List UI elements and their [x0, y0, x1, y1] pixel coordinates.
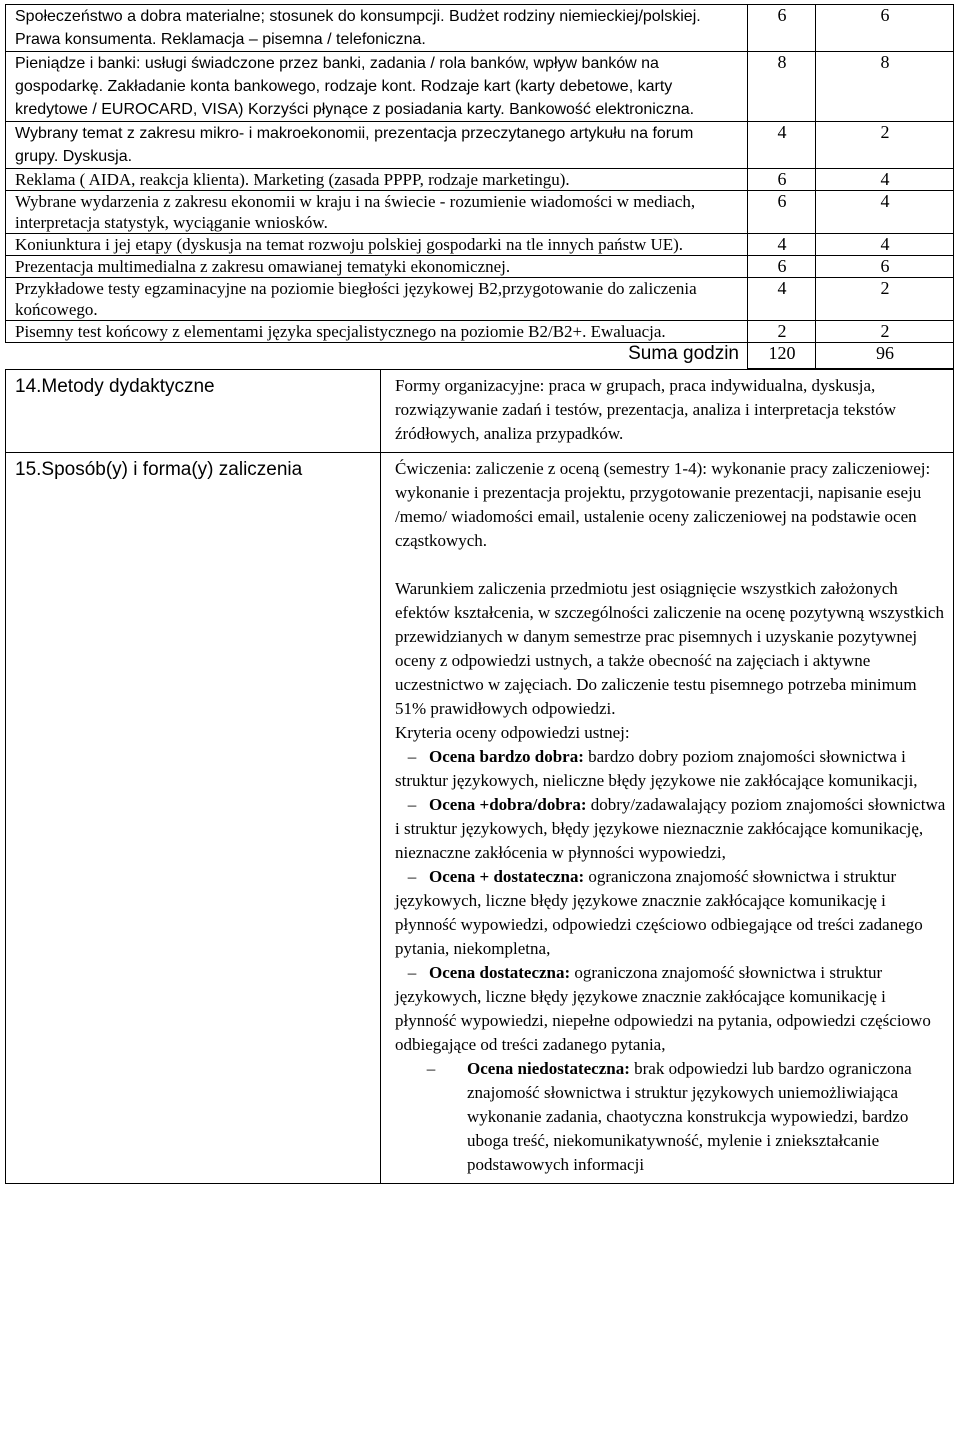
- criterion-text: bardzo dobry poziom znajomości słownictwa i struktur językowych, nieliczne błędy językowe nie zakłócające komunikacji,: [395, 747, 918, 790]
- criteria-intro: Kryteria oceny odpowiedzi ustnej:: [395, 723, 630, 742]
- topic-row: [6, 122, 954, 169]
- section-14-body: [381, 370, 954, 453]
- topic-row: [6, 5, 954, 52]
- section-15-body: [381, 453, 954, 1184]
- topic-hours-a: 6: [748, 169, 816, 191]
- topic-hours-b: 2: [816, 122, 954, 169]
- section-14-title: 14.Metody dydaktyczne: [6, 370, 381, 453]
- topics-body: [6, 5, 954, 343]
- topic-hours-b: 6: [816, 256, 954, 278]
- topic-description: Wybrany temat z zakresu mikro- i makroekonomii, prezentacja przeczytanego artykułu na forum grupy. Dyskusja.: [6, 122, 748, 169]
- total-hours-b: 96: [816, 343, 954, 369]
- document-page: [5, 4, 953, 1184]
- section-15-paragraph-2: Warunkiem zaliczenia przedmiotu jest osiągnięcie wszystkich założonych efektów kształcenia, w szczególności zaliczenie na ocenę pozytywną wszystkich przewidzianych w danym semestrze prac pisemnych i uzyskanie pozytywnej oceny z odpowiedzi ustnych, a także obecność na zajęciach i aktywne uczestnictwo w zajęciach. Do zaliczenie testu pisemnego potrzeba minimum 51% prawidłowych odpowiedzi.: [395, 579, 944, 718]
- topic-description: Społeczeństwo a dobra materialne; stosunek do konsumpcji. Budżet rodziny niemieckiej/polskiej. Prawa konsumenta. Reklamacja – pisemna / telefoniczna.: [6, 5, 748, 52]
- topic-description: Koniunktura i jej etapy (dyskusja na temat rozwoju polskiej gospodarki na tle innych państw UE).: [6, 234, 748, 256]
- dash-bullet: –: [407, 747, 417, 766]
- total-hours-row: [6, 343, 954, 369]
- criterion-label: Ocena dostateczna:: [429, 963, 571, 982]
- topic-description: Wybrane wydarzenia z zakresu ekonomii w kraju i na świecie - rozumienie wiadomości w mediach, interpretacja statystyk, wyciąganie wniosków.: [6, 191, 748, 234]
- dash-bullet: –: [407, 795, 417, 814]
- criterion-label: Ocena niedostateczna:: [467, 1059, 630, 1078]
- dash-bullet: –: [407, 867, 417, 886]
- topic-row: [6, 256, 954, 278]
- topic-description: Prezentacja multimedialna z zakresu omawianej tematyki ekonomicznej.: [6, 256, 748, 278]
- criterion-label: Ocena +dobra/dobra:: [429, 795, 587, 814]
- topic-hours-a: 4: [748, 278, 816, 321]
- criterion-text: dobry/zadawalający poziom znajomości słownictwa i struktur językowych, błędy językowe nieznacznie zakłócające komunikację, nieznaczne zakłócenia w płynności wypowiedzi,: [395, 795, 946, 862]
- total-hours-a: 120: [748, 343, 816, 369]
- criterion-item: [395, 961, 947, 1057]
- topics-table: [5, 4, 954, 369]
- topic-hours-a: 8: [748, 52, 816, 122]
- total-hours-label: Suma godzin: [628, 343, 739, 364]
- section-15-row: [6, 453, 954, 1184]
- topic-hours-a: 6: [748, 5, 816, 52]
- criterion-item: [395, 865, 947, 961]
- topic-description: Reklama ( AIDA, reakcja klienta). Marketing (zasada PPPP, rodzaje marketingu).: [6, 169, 748, 191]
- topic-row: [6, 169, 954, 191]
- topic-hours-b: 4: [816, 191, 954, 234]
- criterion-item: [395, 745, 947, 793]
- sections-table: [5, 369, 954, 1184]
- topic-description: Pisemny test końcowy z elementami języka specjalistycznego na poziomie B2/B2+. Ewaluacja.: [6, 321, 748, 343]
- criterion-item: [395, 793, 947, 865]
- criterion-text: ograniczona znajomość słownictwa i struktur językowych, liczne błędy językowe znacznie zakłócające komunikację i płynność wypowiedzi, niepełne odpowiedzi na pytania, odpowiedzi częściowo odbiegające od treści zadanego pytania,: [395, 963, 931, 1054]
- topic-description: Przykładowe testy egzaminacyjne na poziomie biegłości językowej B2,przygotowanie do zaliczenia końcowego.: [6, 278, 748, 321]
- topic-hours-a: 2: [748, 321, 816, 343]
- topic-hours-b: 2: [816, 278, 954, 321]
- criterion-text: ograniczona znajomość słownictwa i struktur językowych, liczne błędy językowe znacznie zakłócające komunikację i płynność wypowiedzi, odpowiedzi częściowo odbiegające od treści zadanego pytania, niekompletna,: [395, 867, 923, 958]
- topic-description: Pieniądze i banki: usługi świadczone przez banki, zadania / rola banków, wpływ banków na gospodarkę. Zakładanie konta bankowego, rodzaje kont. Rodzaje kart (karty debetowe, karty kredytowe / EUROCARD, VISA) Korzyści płynące z posiadania karty. Bankowość elektroniczna.: [6, 52, 748, 122]
- section-15-title: 15.Sposób(y) i forma(y) zaliczenia: [6, 453, 381, 1184]
- topic-hours-a: 6: [748, 191, 816, 234]
- criteria-list: [395, 745, 947, 1057]
- total-hours-label-cell: [6, 343, 748, 369]
- topic-hours-b: 4: [816, 234, 954, 256]
- topic-row: [6, 234, 954, 256]
- section-14-row: [6, 370, 954, 453]
- criterion-label: Ocena + dostateczna:: [429, 867, 585, 886]
- topic-hours-a: 6: [748, 256, 816, 278]
- topic-hours-a: 4: [748, 122, 816, 169]
- topic-row: [6, 321, 954, 343]
- topic-hours-a: 4: [748, 234, 816, 256]
- dash-bullet: –: [407, 963, 417, 982]
- topic-hours-b: 4: [816, 169, 954, 191]
- topic-row: [6, 278, 954, 321]
- topic-row: [6, 52, 954, 122]
- criterion-text: brak odpowiedzi lub bardzo ograniczona znajomość słownictwa i struktur językowych uniemożliwiająca wykonanie zadania, chaotyczna konstrukcja wypowiedzi, bardzo uboga treść, niekomunikatywność, mylenie i zniekształcanie podstawowych informacji: [467, 1059, 912, 1174]
- criterion-failing: [395, 1057, 947, 1177]
- topic-row: [6, 191, 954, 234]
- criterion-label: Ocena bardzo dobra:: [429, 747, 584, 766]
- dash-bullet: –: [426, 1059, 436, 1078]
- topic-hours-b: 8: [816, 52, 954, 122]
- topic-hours-b: 6: [816, 5, 954, 52]
- section-15-paragraph-1: Ćwiczenia: zaliczenie z oceną (semestry 1-4): wykonanie pracy zaliczeniowej: wykonanie i prezentacja projektu, przygotowanie prezentacji, napisanie eseju /memo/ wiadomości email, ustalenie oceny zaliczeniowej na podstawie ocen cząstkowych.: [395, 459, 931, 550]
- topic-hours-b: 2: [816, 321, 954, 343]
- section-14-text: Formy organizacyjne: praca w grupach, praca indywidualna, dyskusja, rozwiązywanie zadań i testów, prezentacja, analiza i interpretacja tekstów źródłowych, analiza przypadków.: [395, 376, 897, 443]
